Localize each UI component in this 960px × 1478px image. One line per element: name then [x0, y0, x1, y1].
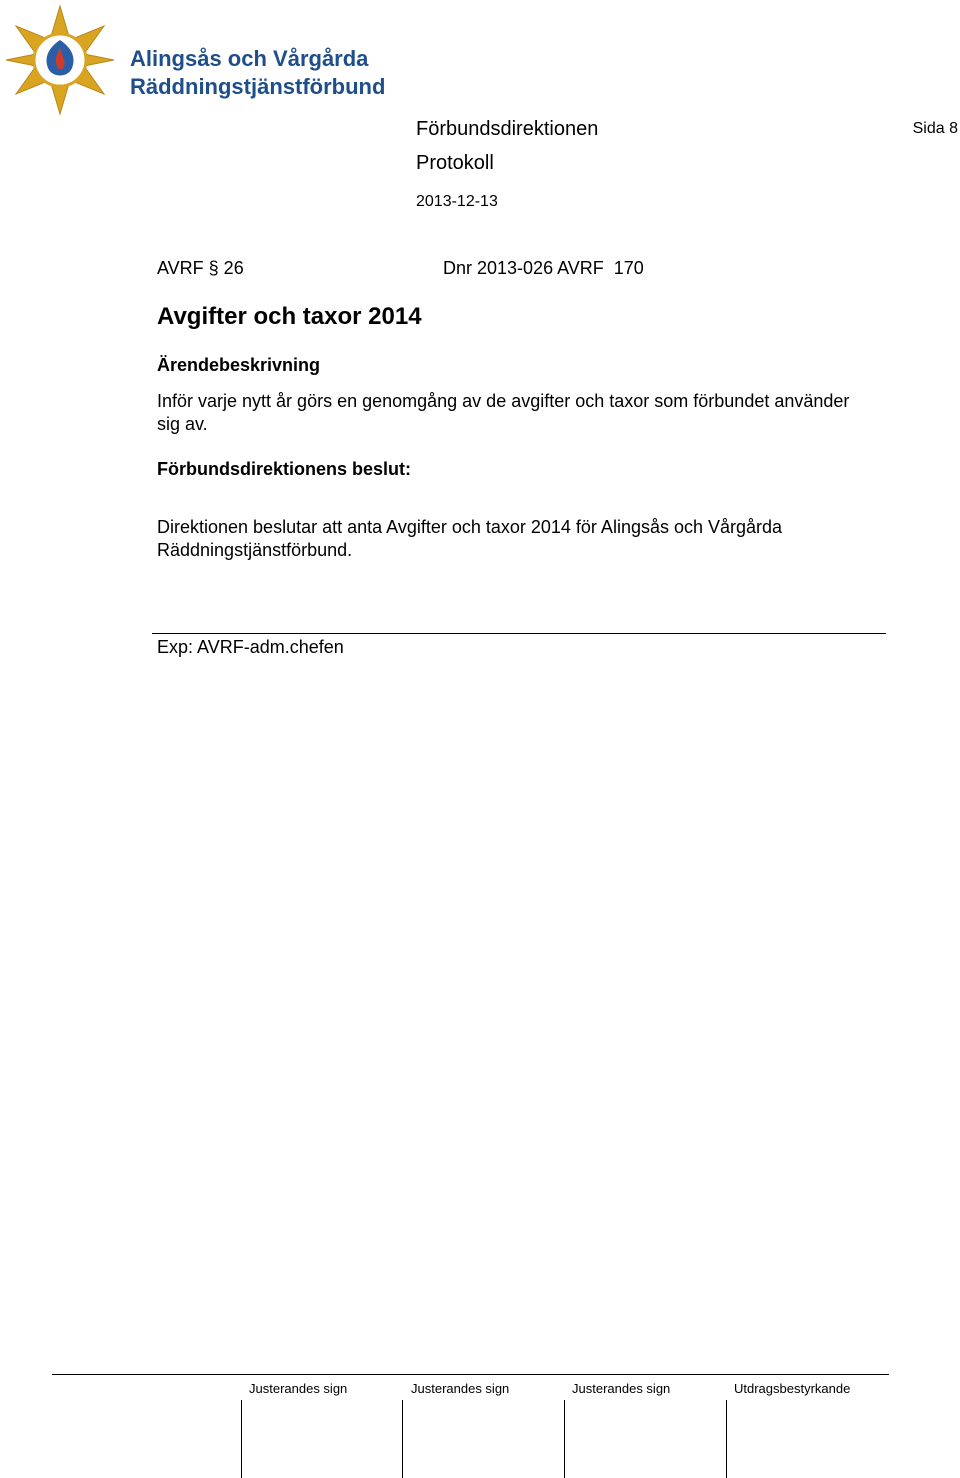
decision-heading: Förbundsdirektionens beslut: [157, 459, 412, 479]
signature-box-divider [402, 1400, 403, 1478]
document-type: Protokoll [416, 152, 494, 174]
signature-box-divider [564, 1400, 565, 1478]
expedition-divider [152, 633, 886, 634]
expedition-text: Exp: AVRF-adm.chefen [157, 637, 344, 657]
description-text: Inför varje nytt år görs en genomgång av de avgifter och taxor som förbundet använder sig av. [157, 391, 850, 434]
emblem-logo [4, 4, 116, 116]
organization-name-line2: Räddningstjänstförbund [130, 74, 386, 99]
case-diary-number: Dnr 2013-026 AVRF 170 [443, 258, 644, 278]
footer-divider [52, 1374, 889, 1375]
signature-label-3: Justerandes sign [572, 1381, 671, 1396]
document-date: 2013-12-13 [416, 193, 498, 210]
document-body-title: Förbundsdirektionen [416, 118, 599, 140]
description-heading: Ärendebeskrivning [157, 355, 321, 375]
signature-label-1: Justerandes sign [249, 1381, 348, 1396]
certification-label: Utdragsbestyrkande [734, 1381, 851, 1396]
decision-text: Direktionen beslutar att anta Avgifter och taxor 2014 för Alingsås och Vårgårda Räddningstjänstförbund. [157, 517, 783, 560]
case-title: Avgifter och taxor 2014 [157, 303, 422, 330]
signature-box-divider [241, 1400, 242, 1478]
case-paragraph-ref: AVRF § 26 [157, 258, 244, 278]
organization-name-line1: Alingsås och Vårgårda [130, 46, 369, 71]
page-number: Sida 8 [912, 120, 958, 137]
signature-box-divider [726, 1400, 727, 1478]
signature-label-2: Justerandes sign [411, 1381, 510, 1396]
